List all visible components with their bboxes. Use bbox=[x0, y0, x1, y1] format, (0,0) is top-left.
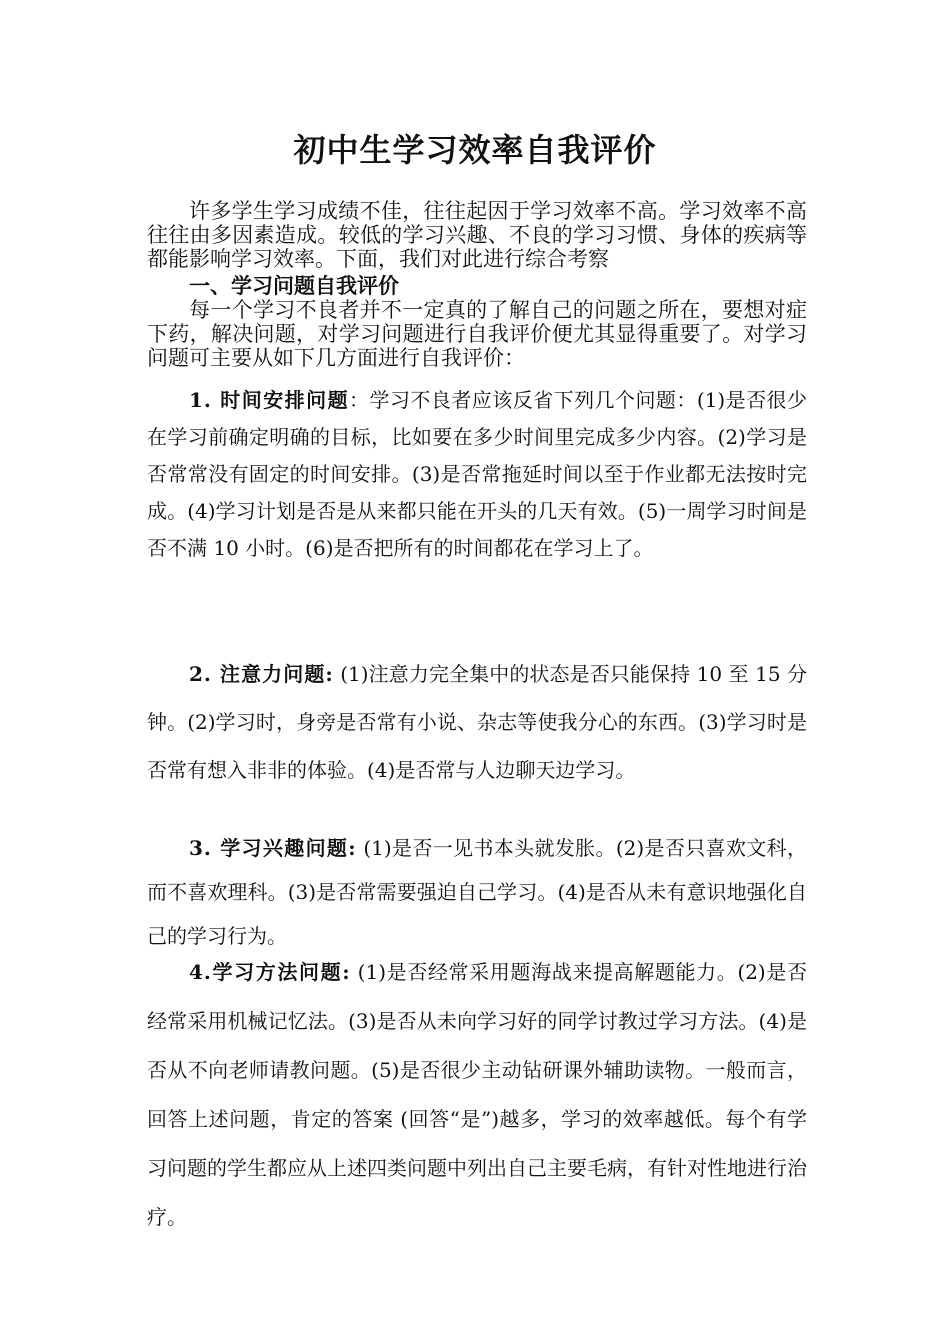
intro-paragraph: 许多学生学习成绩不佳，往往起因于学习效率不高。学习效率不高往往由多因素造成。较低的学习兴趣、不良的学习习惯、身体的疾病等都能影响学习效率。下面，我们对此进行综合考察 bbox=[147, 199, 807, 271]
item-text: (1)是否一见书本头就发胀。(2)是否只喜欢文科，而不喜欢理科。(3)是否常需要强迫自己学习。(4)是否从未有意识地强化自己的学习行为。 bbox=[147, 836, 807, 948]
item-heading: 1. 时间安排问题 bbox=[189, 388, 350, 412]
item-heading: 2. 注意力问题: bbox=[189, 662, 334, 686]
section-heading: 一、学习问题自我评价 bbox=[189, 273, 399, 298]
item-method bbox=[147, 948, 807, 1242]
item-interest bbox=[147, 826, 807, 958]
item-text: (1)注意力完全集中的状态是否只能保持 10 至 15 分钟。(2)学习时，身旁是否常有小说、杂志等使我分心的东西。(3)学习时是否常有想入非非的体验。(4)是否常与人边聊天边学习。 bbox=[147, 662, 807, 782]
item-text: ：学习不良者应该反省下列几个问题：(1)是否很少在学习前确定明确的目标，比如要在多少时间里完成多少内容。(2)学习是否常常没有固定的时间安排。(3)是否常拖延时间以至于作业都无法按时完成。(4)学习计划是否是从来都只能在开头的几天有效。(5)一周学习时间是否不满 10 小时。(6)是否把所有的时间都花在学习上了。 bbox=[147, 388, 807, 560]
item-attention bbox=[147, 650, 807, 794]
item-heading: 3. 学习兴趣问题: bbox=[189, 836, 357, 860]
section-intro-paragraph: 每一个学习不良者并不一定真的了解自己的问题之所在，要想对症下药，解决问题，对学习问题进行自我评价便尤其显得重要了。对学习问题可主要从如下几方面进行自我评价： bbox=[147, 298, 807, 370]
item-heading: 4.学习方法问题: bbox=[189, 960, 351, 984]
item-time-management bbox=[147, 382, 807, 567]
item-text: (1)是否经常采用题海战来提高解题能力。(2)是否经常采用机械记忆法。(3)是否从未向学习好的同学讨教过学习方法。(4)是否从不向老师请教问题。(5)是否很少主动钻研课外辅助读物。一般而言，回答上述问题，肯定的答案 (回答“是”)越多，学习的效率越低。每个有学习问题的学生都应从上述四类问题中列出自己主要毛病，有针对性地进行治疗。 bbox=[147, 960, 807, 1229]
document-title: 初中生学习效率自我评价 bbox=[293, 131, 657, 169]
